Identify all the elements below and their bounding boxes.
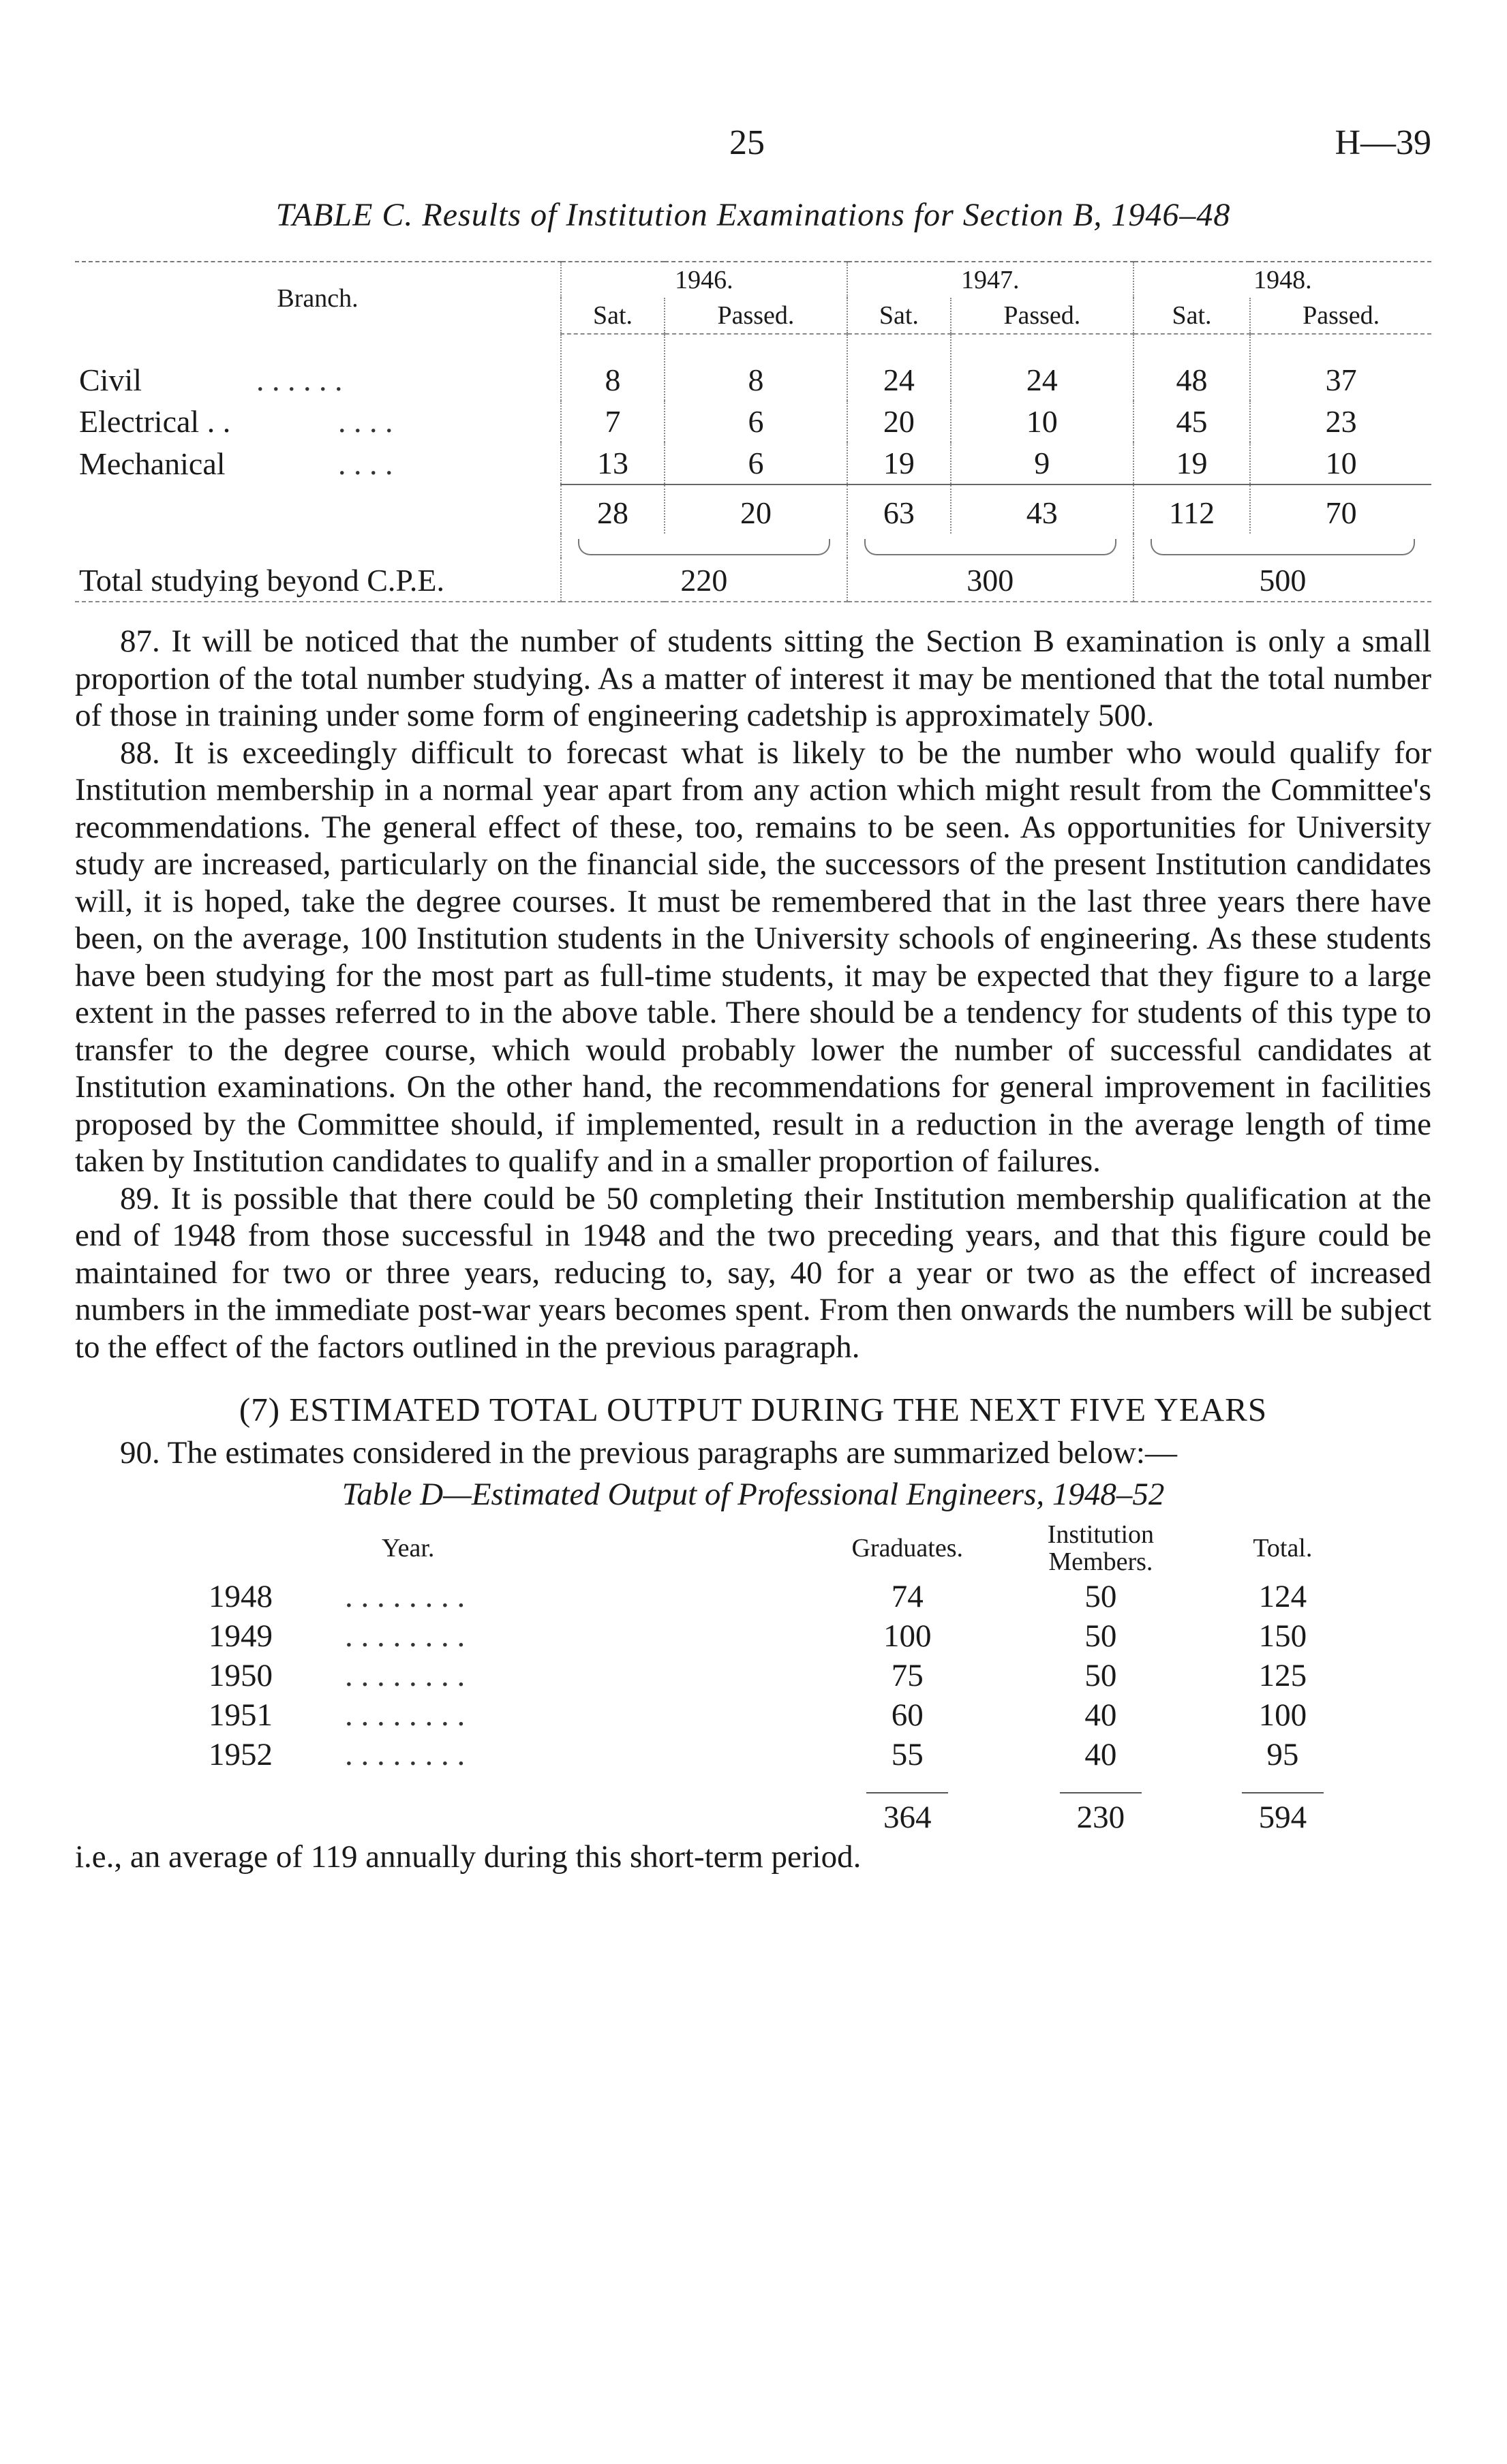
- sat-header: Sat.: [1133, 298, 1251, 334]
- paragraph-88: 88. It is exceedingly difficult to forecast what is likely to be the number who would qualify for Institution membership in a normal year apart from any action which might result from the Committee's recommendations. The general effect of these, too, remains to be seen. As opportunities for University study are increased, particularly on the financial side, the successors of the present Institution candidates will, it is hoped, take the degree courses. It must be remembered that in the last three years there have been, on the average, 100 Institution students in the University schools of engineering. As these students have been studying for the most part as full-time students, it may be expected that they figure to a large extent in the passes referred to in the above table. There should be a tendency for students of this type to transfer to the degree course, which would probably lower the number of successful candidates at Institution examinations. On the other hand, the recommendations for general improvement in facilities proposed by the Committee should, if implemented, result in a reduction in the average length of time taken by Institution candidates to qualify and in a smaller proportion of failures.: [75, 735, 1431, 1179]
- total-cell: 100: [1258, 1697, 1307, 1733]
- total-studying-row: [75, 558, 1431, 602]
- table-c-brace-row: [75, 534, 1431, 558]
- total-cell: 124: [1258, 1578, 1307, 1614]
- passed-header: Passed.: [1250, 298, 1431, 334]
- sat-header: Sat.: [847, 298, 951, 334]
- brace-1948: [1151, 539, 1415, 555]
- total-cell: 43: [951, 484, 1133, 534]
- value-cell: 8: [665, 334, 847, 401]
- table-d-footnote: i.e., an average of 119 annually during this short-term period.: [75, 1838, 862, 1875]
- table-c: [75, 261, 1431, 602]
- branch-header: Branch.: [75, 262, 561, 334]
- graduates-header: Graduates.: [851, 1533, 964, 1562]
- studying-1946: 220: [561, 558, 847, 602]
- table-row: [75, 442, 1431, 484]
- brace-1947: [864, 539, 1116, 555]
- paragraph-89: 89. It is possible that there could be 50 completing their Institution membership qualification at the end of 1948 from those successful in 1948 and the two preceding years, and that this figure could be maintained for two or three years, reducing to, say, 40 for a year or two as the effect of increased numbers in the immediate post-war years becomes spent. From then onwards the numbers will be subject to the effect of the factors outlined in the previous paragraph.: [75, 1180, 1431, 1365]
- value-cell: 6: [665, 401, 847, 442]
- total-cell: 70: [1250, 484, 1431, 534]
- members-cell: 50: [1084, 1578, 1117, 1614]
- value-cell: 48: [1133, 334, 1251, 401]
- total-cell: 28: [561, 484, 665, 534]
- graduates-sum-cell: 364: [815, 1774, 999, 1837]
- graduates-cell: 75: [891, 1657, 924, 1693]
- total-studying-label: Total studying beyond C.P.E.: [75, 558, 561, 602]
- table-d: [204, 1520, 1363, 1837]
- table-row: [204, 1695, 1363, 1735]
- members-sum-cell: 230: [999, 1774, 1202, 1837]
- total-cell: 63: [847, 484, 951, 534]
- branch-cell: Electrical . . . . . .: [79, 404, 393, 439]
- year-1946-header: 1946.: [561, 262, 847, 298]
- value-cell: 13: [561, 442, 665, 484]
- value-cell: 10: [951, 401, 1133, 442]
- table-row: [204, 1735, 1363, 1774]
- table-row: [204, 1616, 1363, 1656]
- table-row: [75, 334, 1431, 401]
- total-cell: 20: [665, 484, 847, 534]
- total-header: Total.: [1253, 1533, 1313, 1562]
- table-c-totals-row: [75, 484, 1431, 534]
- members-cell: 50: [1084, 1657, 1117, 1693]
- value-cell: 23: [1250, 401, 1431, 442]
- page-header: [75, 123, 1431, 170]
- table-row: [75, 401, 1431, 442]
- value-cell: 10: [1250, 442, 1431, 484]
- year-1948-header: 1948.: [1133, 262, 1431, 298]
- table-row: [204, 1577, 1363, 1616]
- studying-1947: 300: [847, 558, 1133, 602]
- total-sum-cell: 594: [1202, 1774, 1363, 1837]
- sat-header: Sat.: [561, 298, 665, 334]
- total-cell: 112: [1133, 484, 1251, 534]
- members-header: Institution Members.: [1047, 1520, 1155, 1576]
- members-cell: 40: [1084, 1697, 1117, 1733]
- graduates-cell: 100: [883, 1618, 932, 1654]
- table-d-caption: Table D—Estimated Output of Professional Engineers, 1948–52: [341, 1476, 1165, 1512]
- passed-header: Passed.: [951, 298, 1133, 334]
- total-cell: 125: [1258, 1657, 1307, 1693]
- year-header: Year.: [382, 1533, 435, 1562]
- table-row: [204, 1656, 1363, 1695]
- page-number: 25: [729, 123, 765, 162]
- branch-cell: Mechanical . . . .: [79, 446, 393, 481]
- value-cell: 24: [951, 334, 1133, 401]
- value-cell: 24: [847, 334, 951, 401]
- total-cell: 150: [1258, 1618, 1307, 1654]
- table-c-caption: TABLE C. Results of Institution Examinations for Section B, 1946–48: [275, 197, 1231, 233]
- value-cell: 6: [665, 442, 847, 484]
- value-cell: 7: [561, 401, 665, 442]
- members-cell: 50: [1084, 1618, 1117, 1654]
- value-cell: 19: [847, 442, 951, 484]
- branch-cell: Civil . . . . . .: [79, 362, 343, 397]
- graduates-cell: 60: [891, 1697, 924, 1733]
- year-cell: 1952 . . . . . . . .: [209, 1736, 466, 1772]
- value-cell: 37: [1250, 334, 1431, 401]
- brace-1946: [578, 539, 830, 555]
- graduates-cell: 74: [891, 1578, 924, 1614]
- value-cell: 8: [561, 334, 665, 401]
- value-cell: 9: [951, 442, 1133, 484]
- year-cell: 1951 . . . . . . . .: [209, 1697, 466, 1733]
- members-cell: 40: [1084, 1736, 1117, 1772]
- year-cell: 1948 . . . . . . . .: [209, 1578, 466, 1614]
- value-cell: 19: [1133, 442, 1251, 484]
- passed-header: Passed.: [665, 298, 847, 334]
- total-cell: 95: [1266, 1736, 1299, 1772]
- document-reference: H—39: [1335, 123, 1431, 162]
- year-cell: 1950 . . . . . . . .: [209, 1657, 466, 1693]
- table-d-sum-row: [204, 1774, 1363, 1837]
- studying-1948: 500: [1133, 558, 1431, 602]
- paragraph-90: 90. The estimates considered in the previous paragraphs are summarized below:—: [120, 1435, 1177, 1470]
- value-cell: 45: [1133, 401, 1251, 442]
- year-cell: 1949 . . . . . . . .: [209, 1618, 466, 1654]
- table-c-year-row: [75, 262, 1431, 298]
- graduates-cell: 55: [891, 1736, 924, 1772]
- document-page: [75, 123, 1431, 1875]
- value-cell: 20: [847, 401, 951, 442]
- section-heading: (7) ESTIMATED TOTAL OUTPUT DURING THE NEXT FIVE YEARS: [239, 1391, 1268, 1428]
- year-1947-header: 1947.: [847, 262, 1133, 298]
- paragraph-87: 87. It will be noticed that the number of students sitting the Section B examination is only a small proportion of the total number studying. As a matter of interest it may be mentioned that the total number of those in training under some form of engineering cadetship is approximately 500.: [75, 623, 1431, 733]
- table-d-header-row: [204, 1520, 1363, 1577]
